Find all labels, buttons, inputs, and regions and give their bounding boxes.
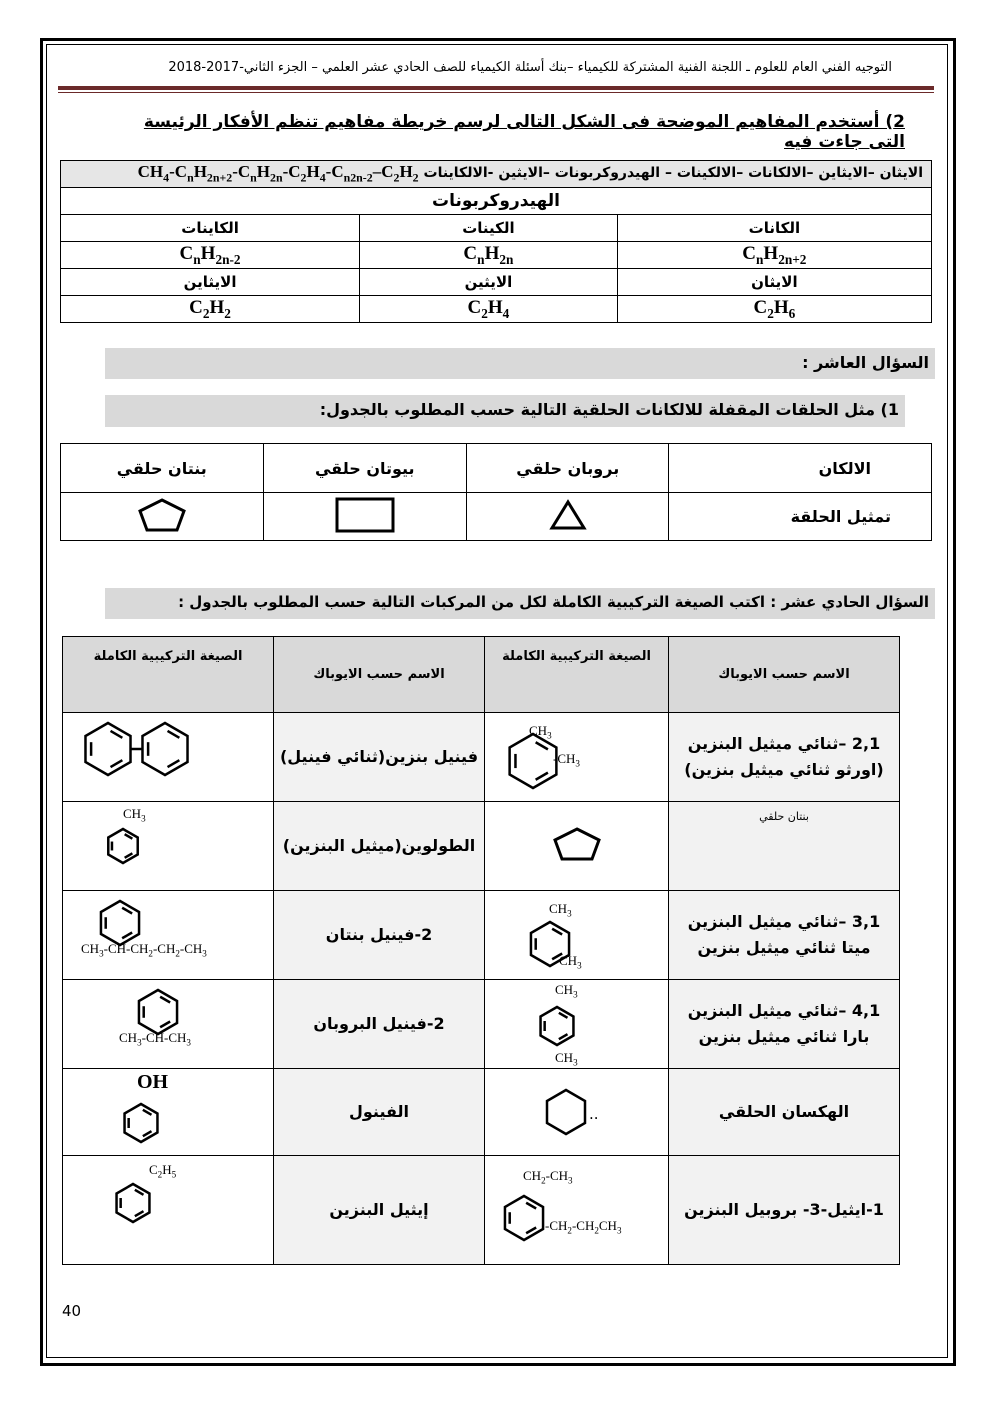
structure-ethylbenzene: $C_2H_5$ (63, 1156, 274, 1265)
name-cyclohexane: الهكسان الحلقي (669, 1069, 900, 1156)
formula-ethyne: $C_2H_2$ (61, 296, 360, 323)
concept-terms-row (61, 161, 932, 188)
header-iupac-name-2: الاسم حسب الايوباك (274, 637, 485, 713)
structure-cyclopentane (485, 802, 669, 891)
name-cyclopentane: بنتان حلقي (61, 444, 264, 493)
alkane-label: الالكان (669, 444, 932, 493)
structure-biphenyl (63, 713, 274, 802)
family-alkynes: الكاينات (61, 215, 360, 242)
structure-o-xylene: $CH_3$ $-CH_3$ (485, 713, 669, 802)
header-structure-2: الصيغة التركيبية الكاملة (63, 637, 274, 713)
example-ethene: الايثين (360, 269, 618, 296)
general-formula-alkynes: $C_nH_{2n-2}$ (61, 242, 360, 269)
concept-root: الهيدروكربونات (61, 188, 932, 215)
triangle-shape (467, 493, 669, 541)
square-shape (263, 493, 466, 541)
page-number: 40 (62, 1302, 82, 1320)
example-ethyne: الايثاين (61, 269, 360, 296)
cycloalkane-table (60, 443, 932, 541)
benzene-ring-icon (103, 816, 143, 876)
name-cyclobutane: بيوتان حلقي (263, 444, 466, 493)
structure-toluene: $CH_3$ (63, 802, 274, 891)
header-structure: الصيغة التركيبية الكاملة (485, 637, 669, 713)
pentagon-shape (61, 493, 264, 541)
structure-p-xylene: $CH_3$ $CH_3$ (485, 980, 669, 1069)
formula-ethene: $C_2H_4$ (360, 296, 618, 323)
formula-ethane: $C_2H_6$ (617, 296, 931, 323)
structure-2-phenylpentane: $CH_3-CH-CH_2-CH_2-CH_3$ (63, 891, 274, 980)
structure-1-ethyl-3-propylbenzene: $CH_2-CH_3$ $-CH_2-CH_2CH_3$ (485, 1156, 669, 1265)
structure-2-phenylpropane: $CH_3-CH-CH_3$ (63, 980, 274, 1069)
name-ethylbenzene: إيثيل البنزين (274, 1156, 485, 1265)
header-divider-thin (58, 92, 934, 93)
question-10-sub: 1) مثل الحلقات المقفلة للالكانات الحلقية التالية حسب المطلوب بالجدول: (105, 395, 905, 427)
concept-terms: الايثان –الايثاين –الالكانات –الالكينات – الهيدروكربونات –الايثين -الالكاينات (423, 165, 923, 182)
concept-table (60, 160, 932, 323)
general-formula-alkenes: $C_nH_{2n}$ (360, 242, 618, 269)
name-o-xylene: 2,1 –ثنائي ميثيل البنزين (اورثو ثنائي ميثيل بنزين) (669, 713, 900, 802)
name-p-xylene: 4,1 –ثنائي ميثيل البنزين بارا ثنائي ميثيل بنزين (669, 980, 900, 1069)
name-toluene: الطولوين(ميثيل البنزين) (274, 802, 485, 891)
name-biphenyl: فينيل بنزين(ثنائي فينيل) (274, 713, 485, 802)
structures-table (62, 636, 900, 1265)
header-iupac-name: الاسم حسب الايوباك (669, 637, 900, 713)
structure-m-xylene: $CH_3$ $CH_3$ (485, 891, 669, 980)
name-1-ethyl-3-propylbenzene: 1-ايثيل-3- بروبيل البنزين (669, 1156, 900, 1265)
concept-formulas: $CH_4-C_nH_{2n+2}-C_nH_{2n}-C_2H_4-C_{n2n-2}-C_2H_2$ (137, 162, 419, 185)
name-2-phenylpentane: 2-فينيل بنتان (274, 891, 485, 980)
ring-label: تمثيل الحلقة (669, 493, 932, 541)
benzene-ring-icon (499, 1186, 549, 1250)
family-alkenes: الكينات (360, 215, 618, 242)
name-cyclopropane: بروبان حلقي (467, 444, 669, 493)
question-11-title: السؤال الحادي عشر : اكتب الصيغة التركيبية الكاملة لكل من المركبات التالية حسب المطلوب بالجدول : (105, 588, 935, 619)
page-header: التوجيه الفني العام للعلوم ـ اللجنة الفنية المشتركة للكيمياء –بنك أسئلة الكيمياء للصف الحادي عشر العلمي – الجزء الثاني-2017-2018 (168, 60, 892, 75)
benzene-ring-icon (119, 1093, 163, 1153)
name-cyclopentane: بنتان حلقي (669, 802, 900, 891)
family-alkanes: الكانات (617, 215, 931, 242)
question-10-title: السؤال العاشر : (105, 348, 935, 379)
general-formula-alkanes: $C_nH_{2n+2}$ (617, 242, 931, 269)
benzene-ring-icon (79, 719, 194, 779)
name-m-xylene: 3,1 –ثنائي ميثيل البنزين ميتا ثنائي ميثيل بنزين (669, 891, 900, 980)
example-ethane: الايثان (617, 269, 931, 296)
benzene-ring-icon (111, 1174, 155, 1232)
name-phenol: الفينول (274, 1069, 485, 1156)
structure-phenol: OH (63, 1069, 274, 1156)
structure-cyclohexane: .. (485, 1069, 669, 1156)
name-2-phenylpropane: 2-فينيل البروبان (274, 980, 485, 1069)
benzene-ring-icon (535, 996, 579, 1056)
question-2-title: 2) أستخدم المفاهيم الموضحة فى الشكل التالى لرسم خريطة مفاهيم تنظم الأفكار الرئيسة التى جاءت فيه (143, 112, 905, 152)
header-divider (58, 86, 934, 90)
